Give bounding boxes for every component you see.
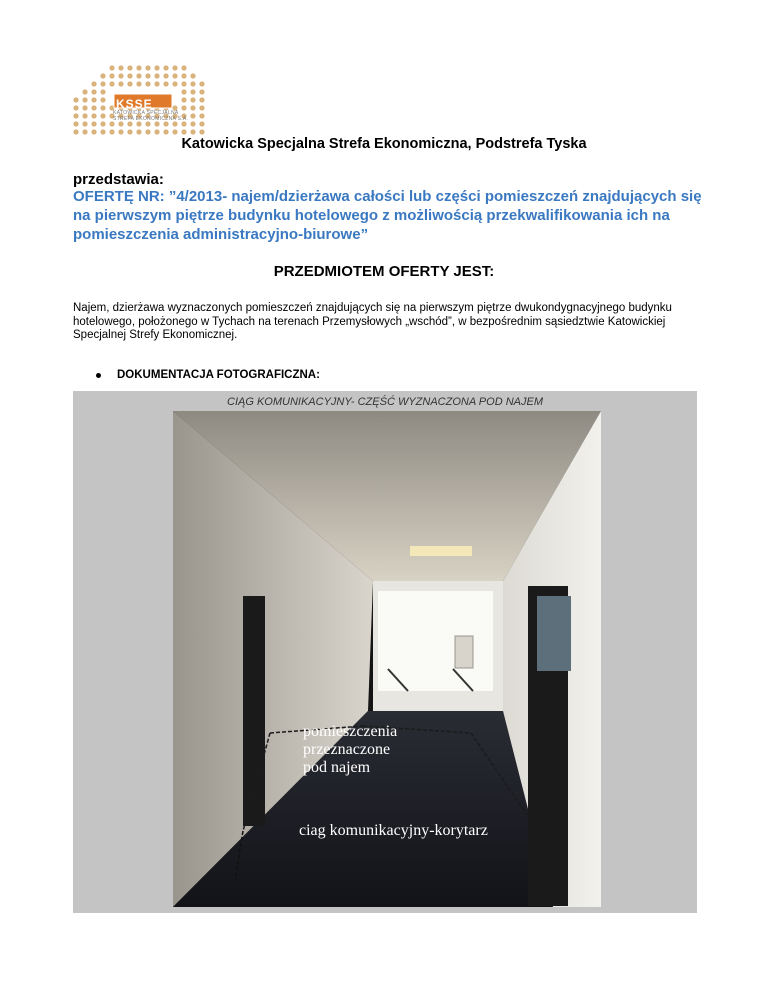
logo-dot	[82, 97, 87, 102]
logo-line-1: KATOWICKA SPECJALNA	[113, 110, 179, 116]
logo-dot	[154, 73, 159, 78]
logo-text	[113, 110, 188, 122]
logo-dot	[73, 105, 78, 110]
logo-dot	[190, 121, 195, 126]
logo-dot	[109, 65, 114, 70]
logo-dot	[73, 97, 78, 102]
logo-dot	[82, 105, 87, 110]
logo-dot	[190, 105, 195, 110]
logo-dot	[181, 97, 186, 102]
logo-dot	[100, 121, 105, 126]
logo-dot	[100, 89, 105, 94]
logo-dot	[163, 129, 168, 134]
logo-dot	[100, 105, 105, 110]
logo-dot	[199, 97, 204, 102]
logo-dot	[127, 129, 132, 134]
overlay-line-2: przeznaczone	[303, 741, 391, 758]
logo-dot	[100, 73, 105, 78]
logo-dot	[145, 121, 150, 126]
logo-dot	[82, 121, 87, 126]
logo-dot	[190, 73, 195, 78]
logo-dot	[154, 65, 159, 70]
logo-dot	[181, 81, 186, 86]
logo-dot	[82, 113, 87, 118]
logo-dot	[91, 81, 96, 86]
logo-dot	[145, 81, 150, 86]
logo-dot	[91, 121, 96, 126]
company-name: Katowicka Specjalna Strefa Ekonomiczna, Podstrefa Tyska	[181, 136, 587, 152]
logo-dot	[163, 121, 168, 126]
logo-dot	[199, 121, 204, 126]
logo-dot	[154, 129, 159, 134]
logo-dot	[136, 65, 141, 70]
logo-dot	[109, 121, 114, 126]
logo-dot	[91, 89, 96, 94]
logo-dot	[190, 81, 195, 86]
logo-dot	[118, 129, 123, 134]
overlay-corridor: ciag komunikacyjny-korytarz	[299, 822, 488, 839]
logo-dot	[199, 113, 204, 118]
logo-dot	[109, 129, 114, 134]
logo-dot	[91, 113, 96, 118]
logo-dot	[181, 129, 186, 134]
logo-dot	[163, 73, 168, 78]
logo-dot	[127, 81, 132, 86]
description: Najem, dzierżawa wyznaczonych pomieszczeń znajdujących się na pierwszym piętrze dwukondygnacyjnego budynku hotelowego, położonego w Tychach na terenach Przemysłowych „wschód”, w bezpośrednim sąsiedztwie Katowickiej Specjalnej Strefy Ekonomicznej.	[73, 302, 672, 341]
logo-dot	[163, 81, 168, 86]
logo-dot	[136, 129, 141, 134]
presents-label: przedstawia:	[73, 171, 164, 188]
logo-dot	[136, 81, 141, 86]
logo-dot	[82, 129, 87, 134]
logo-dot	[109, 81, 114, 86]
logo-dot	[73, 113, 78, 118]
logo-dot	[82, 89, 87, 94]
logo-dot	[190, 113, 195, 118]
logo-dot	[199, 81, 204, 86]
logo-dot	[109, 73, 114, 78]
logo-dot	[172, 73, 177, 78]
logo-dot	[145, 73, 150, 78]
logo-dot	[100, 81, 105, 86]
logo-dot	[154, 81, 159, 86]
logo-dot	[73, 121, 78, 126]
logo-dot	[199, 89, 204, 94]
logo-dot	[172, 81, 177, 86]
logo-dot	[172, 121, 177, 126]
bullet-icon	[96, 373, 101, 378]
logo-dot	[136, 121, 141, 126]
logo-line-2: STREFA EKONOMICZNA S.A.	[113, 116, 189, 122]
logo-dot	[145, 129, 150, 134]
logo-dot	[190, 129, 195, 134]
logo-dot	[145, 65, 150, 70]
logo-dot	[100, 113, 105, 118]
logo-dot	[199, 105, 204, 110]
logo-dot	[181, 73, 186, 78]
logo-dot	[136, 73, 141, 78]
logo-dot	[181, 65, 186, 70]
logo-dot	[118, 81, 123, 86]
logo-dot	[163, 65, 168, 70]
logo-dot	[190, 89, 195, 94]
subject-heading: PRZEDMIOTEM OFERTY JEST:	[273, 263, 495, 280]
bullet-label: DOKUMENTACJA FOTOGRAFICZNA:	[117, 369, 320, 381]
logo-dot	[181, 89, 186, 94]
logo-dot	[100, 97, 105, 102]
photo-caption: CIĄG KOMUNIKACYJNY- CZĘŚĆ WYZNACZONA POD NAJEM	[227, 396, 543, 408]
logo-dot	[127, 73, 132, 78]
logo-dot	[127, 65, 132, 70]
logo-dot	[127, 121, 132, 126]
logo-mark: KSSE	[116, 97, 153, 111]
logo-dot	[91, 97, 96, 102]
logo-dot	[172, 129, 177, 134]
logo-dot	[118, 65, 123, 70]
logo-dot	[91, 129, 96, 134]
logo-dot	[190, 97, 195, 102]
logo-dot	[118, 73, 123, 78]
overlay-line-3: pod najem	[303, 759, 371, 776]
logo-dot	[118, 121, 123, 126]
photo-section	[73, 391, 697, 913]
logo-dot	[91, 105, 96, 110]
bullet-item	[96, 369, 320, 381]
logo-dot	[73, 129, 78, 134]
overlay-line-1: pomieszczenia	[303, 723, 398, 740]
offer-title: OFERTĘ NR: ”4/2013- najem/dzierżawa całości lub części pomieszczeń znajdujących się na pierwszym piętrze budynku hotelowego z możliwością przekwalifikowania ich na pomieszczenia administracyjno-biurowe”	[73, 188, 702, 243]
logo-dot	[172, 65, 177, 70]
logo-dot	[199, 129, 204, 134]
logo-dot	[100, 129, 105, 134]
logo-dot	[181, 121, 186, 126]
logo-dot	[154, 121, 159, 126]
